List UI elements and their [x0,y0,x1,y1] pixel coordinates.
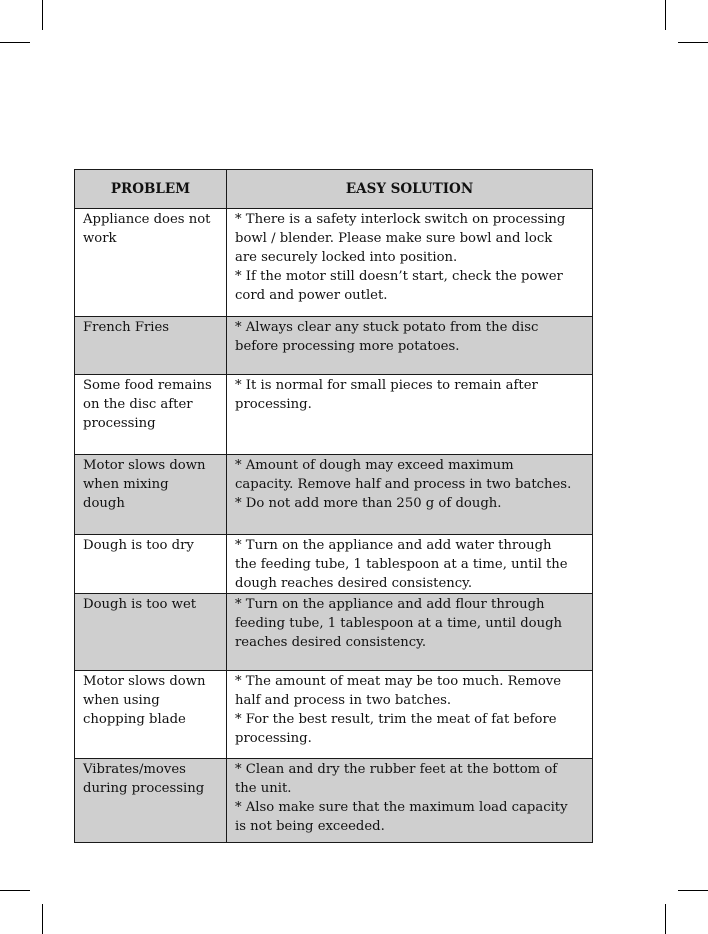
table-header-row [75,170,593,209]
solution-text: processing. [235,731,312,746]
problem-text: Dough is too wet [83,597,197,612]
solution-text: * There is a safety interlock switch on processing [235,212,566,227]
solution-text: * If the motor still doesn’t start, check the power [235,269,563,284]
solution-text: before processing more potatoes. [235,339,460,354]
crop-mark [0,42,30,43]
crop-mark [678,42,708,43]
problem-cell [75,375,227,455]
solution-text: feeding tube, 1 tablespoon at a time, until dough [235,616,563,631]
problem-text: when mixing [83,477,169,492]
solution-cell [227,455,593,535]
crop-mark [42,0,43,30]
solution-text: reaches desired consistency. [235,635,427,650]
solution-text: * For the best result, trim the meat of fat before [235,712,557,727]
solution-text: * Also make sure that the maximum load capacity [235,800,568,815]
problem-text: French Fries [83,320,170,335]
problem-cell [75,594,227,671]
problem-cell [75,535,227,594]
solution-cell [227,535,593,594]
problem-text: during processing [83,781,205,796]
solution-cell [227,671,593,759]
solution-text: capacity. Remove half and process in two batches. [235,477,572,492]
solution-text: * Turn on the appliance and add water through [235,538,552,553]
crop-mark [42,904,43,934]
solution-text: bowl / blender. Please make sure bowl and lock [235,231,553,246]
solution-text: * The amount of meat may be too much. Remove [235,674,562,689]
table-row [75,209,593,317]
problem-text: dough [83,496,125,511]
solution-text: * Turn on the appliance and add flour through [235,597,545,612]
table-row [75,375,593,455]
problem-text: Appliance does not [83,212,211,227]
solution-cell [227,594,593,671]
problem-cell [75,671,227,759]
problem-cell [75,455,227,535]
solution-cell [227,317,593,375]
solution-text: * Clean and dry the rubber feet at the bottom of [235,762,558,777]
crop-mark [665,904,666,934]
solution-text: * It is normal for small pieces to remain after [235,378,538,393]
crop-mark [0,890,30,891]
solution-text: half and process in two batches. [235,693,452,708]
problem-text: Some food remains [83,378,212,393]
problem-text: on the disc after [83,397,193,412]
crop-mark [678,890,708,891]
solution-text: * Amount of dough may exceed maximum [235,458,514,473]
problem-cell [75,317,227,375]
troubleshooting-table [74,169,593,843]
solution-text: processing. [235,397,312,412]
problem-text: chopping blade [83,712,186,727]
table-row [75,594,593,671]
table-row [75,535,593,594]
problem-text: when using [83,693,160,708]
solution-text: the unit. [235,781,292,796]
problem-cell [75,759,227,843]
problem-text: Dough is too dry [83,538,194,553]
problem-text: processing [83,416,156,431]
solution-cell [227,759,593,843]
solution-text: dough reaches desired consistency. [235,576,473,591]
problem-cell [75,209,227,317]
problem-text: work [83,231,117,246]
solution-text: the feeding tube, 1 tablespoon at a time, until the [235,557,568,572]
problem-text: Vibrates/moves [83,762,186,777]
solution-text: * Always clear any stuck potato from the disc [235,320,539,335]
table-row [75,671,593,759]
problem-text: Motor slows down [83,674,206,689]
table-row [75,455,593,535]
crop-mark [665,0,666,30]
table-row [75,759,593,843]
problem-column-header: PROBLEM [75,170,227,209]
solution-cell [227,375,593,455]
solution-text: are securely locked into position. [235,250,458,265]
table-row [75,317,593,375]
solution-text: cord and power outlet. [235,288,388,303]
problem-text: Motor slows down [83,458,206,473]
solution-cell [227,209,593,317]
solution-column-header: EASY SOLUTION [227,170,593,209]
solution-text: * Do not add more than 250 g of dough. [235,496,502,511]
solution-text: is not being exceeded. [235,819,385,834]
